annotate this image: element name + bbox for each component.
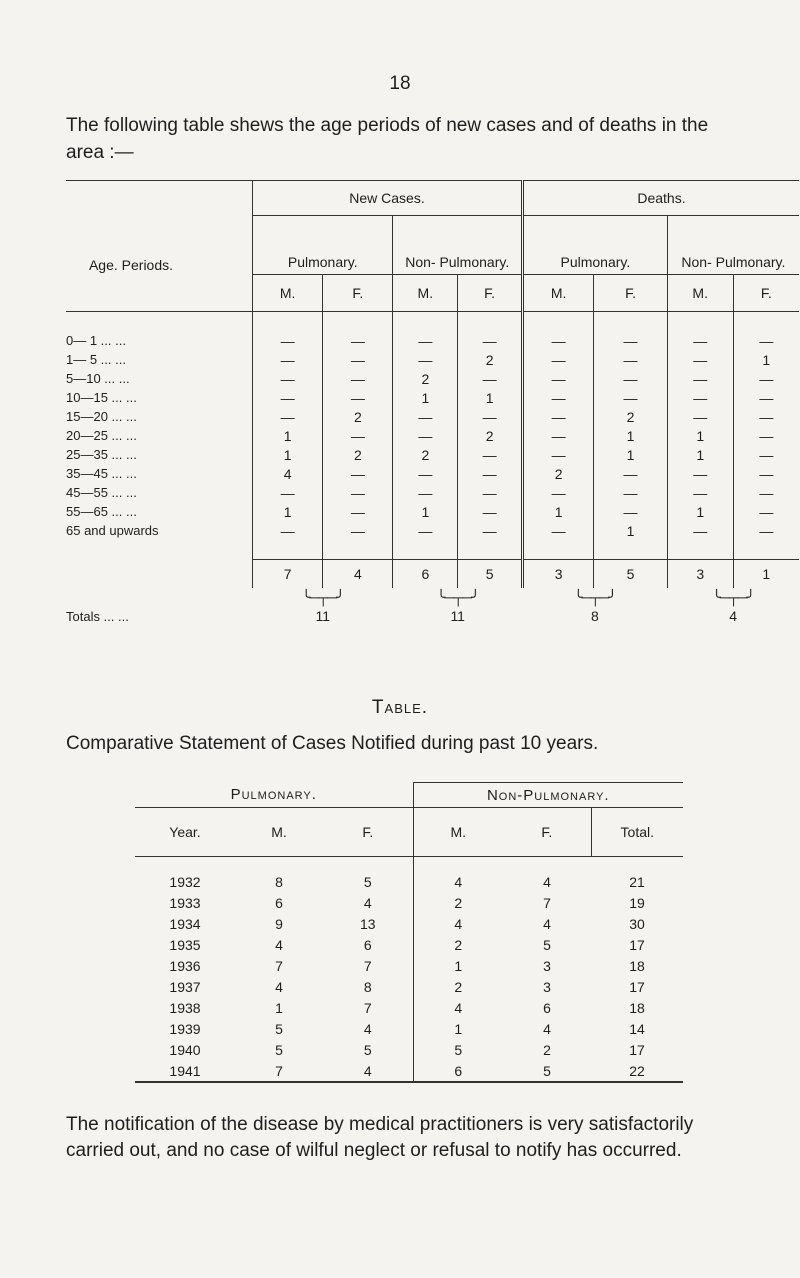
table-cell: 1932 (169, 873, 201, 890)
table-cell: 2 (458, 426, 523, 445)
table-cell: 4 (413, 857, 503, 893)
table-row (66, 350, 799, 369)
table-cell: 7 (363, 999, 372, 1016)
table-cell: 30 (629, 915, 645, 932)
column-header: F. (323, 808, 413, 857)
table-cell: 17 (629, 936, 645, 953)
table-cell: — (393, 407, 458, 426)
table-cell: 18 (629, 999, 645, 1016)
age-period-label: 15—20 ... ... (66, 409, 137, 424)
table-cell: 17 (629, 978, 645, 995)
table-cell: 5 (413, 1039, 503, 1060)
subtotal-cell: 6 (393, 560, 458, 588)
table-cell: 1935 (169, 936, 201, 953)
table-cell: — (522, 483, 593, 502)
table-cell: — (522, 407, 593, 426)
header-sex-m: M. (253, 275, 323, 312)
brace-glyph: ╰─┬─╯ (712, 588, 754, 605)
header-new-non-pulmonary: Non- Pulmonary. (393, 216, 523, 275)
table-cell: 3 (543, 978, 551, 995)
header-sex-m: M. (667, 275, 733, 312)
age-period-label: 20—25 ... ... (66, 428, 137, 443)
table-row (135, 1018, 683, 1039)
table-cell: 2 (413, 934, 503, 955)
table-cell: — (253, 369, 323, 388)
table-cell: — (667, 407, 733, 426)
brace-glyph: ╰─┬─╯ (574, 588, 616, 605)
table-cell: — (458, 502, 523, 521)
table-cell: — (323, 483, 393, 502)
table-cell: 1 (667, 502, 733, 521)
subtotal-cell: 1 (733, 560, 799, 588)
table-cell: 5 (363, 1041, 372, 1058)
age-period-label: 55—65 ... ... (66, 504, 137, 519)
table-row (135, 976, 683, 997)
subtotal-cell: 3 (522, 560, 593, 588)
table-cell: 4 (543, 1020, 551, 1037)
table-cell: 4 (363, 1020, 372, 1037)
table-cell: — (393, 350, 458, 369)
header-age-periods: Age. Periods. (66, 216, 253, 312)
table-cell: 5 (363, 873, 372, 890)
table-cell: — (733, 426, 799, 445)
table-cell: 5 (275, 1020, 283, 1037)
table-cell: 7 (275, 957, 283, 974)
table-cell: 2 (323, 445, 393, 464)
header-sex-m: M. (522, 275, 593, 312)
column-header: Total. (591, 808, 683, 857)
table-cell: — (393, 426, 458, 445)
age-period-label: 5—10 ... ... (66, 371, 130, 386)
group-pulmonary: Pulmonary. (135, 783, 413, 808)
table-cell: 1933 (169, 894, 201, 911)
table-cell: — (458, 521, 523, 540)
table-cell: — (733, 388, 799, 407)
table-cell: 4 (363, 894, 372, 911)
table-cell: — (458, 483, 523, 502)
table-cell: — (733, 464, 799, 483)
table-cell: 2 (458, 350, 523, 369)
table-row (135, 857, 683, 893)
brace-glyph: ╰─┬─╯ (436, 588, 479, 605)
age-periods-table (66, 180, 799, 626)
header-sex-m: M. (393, 275, 458, 312)
header-new-pulmonary: Pulmonary. (253, 216, 393, 275)
header-deaths-pulmonary: Pulmonary. (522, 216, 667, 275)
table-cell: 1 (253, 502, 323, 521)
table-cell: 13 (359, 915, 376, 932)
table-row (66, 388, 799, 407)
table-row (66, 445, 799, 464)
column-header: M. (235, 808, 323, 857)
table-cell: — (253, 521, 323, 540)
column-header: F. (503, 808, 591, 857)
table-row (135, 913, 683, 934)
header-sex-f: F. (594, 275, 668, 312)
table-cell: — (667, 483, 733, 502)
totals-label: Totals ... ... (66, 608, 129, 624)
total-cell: 4 (729, 608, 738, 624)
table-cell: 1 (458, 388, 523, 407)
header-sex-f: F. (733, 275, 799, 312)
table-cell: 6 (363, 936, 372, 953)
table-cell: — (253, 483, 323, 502)
table-cell: — (393, 331, 458, 350)
subtotal-cell: 5 (458, 560, 523, 588)
table-cell: 1 (393, 388, 458, 407)
table-cell: 7 (363, 957, 372, 974)
table-cell: — (733, 445, 799, 464)
age-period-label: 35—45 ... ... (66, 466, 137, 481)
table-cell: — (594, 350, 668, 369)
table-cell: — (594, 464, 668, 483)
table-row (66, 331, 799, 350)
table-cell: — (253, 331, 323, 350)
table-cell: 1938 (169, 999, 201, 1016)
header-sex-f: F. (323, 275, 393, 312)
table-cell: — (522, 445, 593, 464)
table-row (66, 502, 799, 521)
brace-glyph: ╰─┬─╯ (301, 588, 344, 605)
table-cell: — (667, 464, 733, 483)
table-cell: 4 (275, 978, 283, 995)
table-row (135, 934, 683, 955)
table-cell: 2 (594, 407, 668, 426)
table-cell: — (253, 407, 323, 426)
table-cell: — (522, 350, 593, 369)
table-row (66, 464, 799, 483)
page-number: 18 (389, 73, 411, 94)
subtotal-cell: 5 (594, 560, 668, 588)
age-period-label: 0— 1 ... ... (66, 333, 126, 348)
table-row (66, 426, 799, 445)
age-period-label: 65 and upwards (66, 523, 159, 538)
table-cell: 2 (413, 976, 503, 997)
table-cell: — (594, 331, 668, 350)
table-cell: 6 (275, 894, 283, 911)
table-cell: 5 (543, 936, 551, 953)
table-cell: 1 (393, 502, 458, 521)
table-cell: 17 (629, 1041, 645, 1058)
table-cell: 2 (393, 445, 458, 464)
table-cell: 2 (413, 892, 503, 913)
table-cell: 7 (543, 894, 551, 911)
table-row (66, 369, 799, 388)
table-cell: — (323, 521, 393, 540)
table-cell: — (458, 331, 523, 350)
subtotal-cell: 4 (323, 560, 393, 588)
table-cell: — (733, 407, 799, 426)
table-cell: 1 (667, 445, 733, 464)
table-cell: 4 (253, 464, 323, 483)
table-cell: 5 (275, 1041, 283, 1058)
table-row (66, 407, 799, 426)
table-cell: — (667, 350, 733, 369)
closing-paragraph: The notification of the disease by medical practitioners is very satisfactorily carried out, and no case of wilful neglect or refusal to notify has occurred. (66, 1114, 694, 1161)
table-row (135, 1060, 683, 1082)
table-cell: — (323, 388, 393, 407)
table-cell: 1 (733, 350, 799, 369)
table-cell: 1 (594, 445, 668, 464)
table-cell: 1 (413, 1018, 503, 1039)
table-cell: — (733, 331, 799, 350)
table-cell: — (458, 464, 523, 483)
table-cell: — (393, 521, 458, 540)
table-cell: — (323, 426, 393, 445)
table-row (135, 892, 683, 913)
total-cell: 11 (315, 608, 331, 624)
table-cell: — (458, 407, 523, 426)
table-cell: — (594, 483, 668, 502)
table-cell: 2 (522, 464, 593, 483)
table-cell: 4 (413, 997, 503, 1018)
header-new-cases: New Cases. (253, 181, 523, 216)
table-cell: 4 (323, 1060, 413, 1082)
total-cell: 11 (450, 608, 465, 624)
comparative-statement-table (135, 782, 683, 1083)
table-cell: — (323, 464, 393, 483)
table-cell: 8 (363, 978, 372, 995)
subtotal-cell: 7 (253, 560, 323, 588)
column-header: Year. (135, 808, 235, 857)
table-cell: — (594, 369, 668, 388)
table-cell: 21 (629, 873, 645, 890)
table-cell: 8 (275, 873, 283, 890)
table-cell: 1937 (169, 978, 201, 995)
header-deaths: Deaths. (522, 181, 799, 216)
table-cell: 7 (235, 1060, 323, 1082)
intro-paragraph: The following table shews the age periods of new cases and of deaths in the area :— (66, 115, 709, 163)
table-cell: — (594, 388, 668, 407)
table-cell: — (667, 521, 733, 540)
table-cell: — (733, 369, 799, 388)
table-cell: 5 (503, 1060, 591, 1082)
header-deaths-non-pulmonary: Non- Pulmonary. (667, 216, 799, 275)
table-cell: 14 (629, 1020, 645, 1037)
table-cell: 1 (594, 521, 668, 540)
table-cell: — (667, 388, 733, 407)
table-cell: 1 (253, 426, 323, 445)
table-cell: 1941 (135, 1060, 235, 1082)
table-cell: 4 (413, 913, 503, 934)
table-cell: — (522, 331, 593, 350)
table-cell: 2 (543, 1041, 551, 1058)
table-cell: 1 (594, 426, 668, 445)
table-cell: 19 (629, 894, 645, 911)
table-cell: 1 (275, 999, 283, 1016)
table-cell: — (733, 483, 799, 502)
group-non-pulmonary: Non-Pulmonary. (413, 783, 683, 808)
subtotal-cell: 3 (667, 560, 733, 588)
table-row (66, 521, 799, 540)
age-period-label: 10—15 ... ... (66, 390, 137, 405)
table-cell: — (522, 426, 593, 445)
table-cell: — (594, 502, 668, 521)
table-cell: 2 (323, 407, 393, 426)
table-row (135, 955, 683, 976)
table-cell: — (522, 388, 593, 407)
table-row (135, 1039, 683, 1060)
table-cell: 1 (413, 955, 503, 976)
table-cell: — (393, 464, 458, 483)
column-header: M. (413, 808, 503, 857)
table-cell: — (458, 369, 523, 388)
table-cell: — (733, 502, 799, 521)
table-cell: 9 (275, 915, 283, 932)
table-cell: — (733, 521, 799, 540)
table-cell: 1936 (169, 957, 201, 974)
table-cell: — (253, 350, 323, 369)
table-cell: 2 (393, 369, 458, 388)
age-period-label: 25—35 ... ... (66, 447, 137, 462)
table-cell: 6 (413, 1060, 503, 1082)
table-cell: 22 (591, 1060, 683, 1082)
table-cell: 4 (543, 873, 551, 890)
table-cell: 3 (543, 957, 551, 974)
table-cell: 1 (522, 502, 593, 521)
table-row (66, 483, 799, 502)
table-cell: 1940 (169, 1041, 201, 1058)
table-cell: 1934 (169, 915, 201, 932)
table-cell: — (458, 445, 523, 464)
table-cell: — (323, 502, 393, 521)
table-cell: 1 (667, 426, 733, 445)
table-cell: — (253, 388, 323, 407)
table-cell: 6 (543, 999, 551, 1016)
table-cell: — (323, 350, 393, 369)
header-sex-f: F. (458, 275, 523, 312)
table-cell: — (393, 483, 458, 502)
table-cell: 1939 (169, 1020, 201, 1037)
age-period-label: 45—55 ... ... (66, 485, 137, 500)
table-cell: 4 (275, 936, 283, 953)
statement-title: Comparative Statement of Cases Notified during past 10 years. (66, 733, 599, 754)
table-cell: — (323, 369, 393, 388)
table-cell: 4 (543, 915, 551, 932)
age-period-label: 1— 5 ... ... (66, 352, 126, 367)
total-cell: 8 (590, 608, 599, 624)
table-caption: Table. (371, 697, 429, 718)
table-cell: — (667, 369, 733, 388)
table-cell: — (667, 331, 733, 350)
table-cell: 1 (253, 445, 323, 464)
table-row (135, 997, 683, 1018)
table-cell: — (522, 521, 593, 540)
table-cell: — (522, 369, 593, 388)
table-cell: 18 (629, 957, 645, 974)
table-cell: — (323, 331, 393, 350)
